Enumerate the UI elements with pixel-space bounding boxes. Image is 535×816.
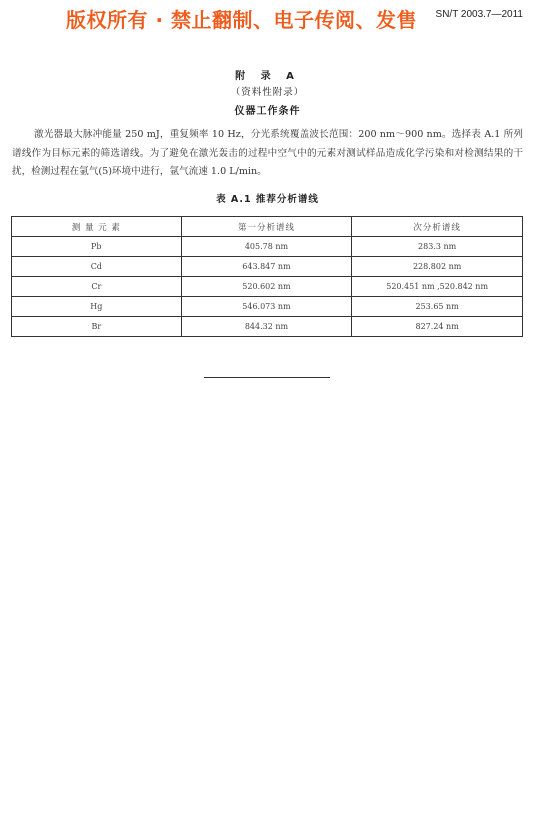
body-paragraph: 激光器最大脉冲能量 250 mJ，重复频率 10 Hz，分光系统覆盖波长范围：200 nm～900 nm。选择表 A.1 所列谱线作为目标元素的筛选谱线。为了避免在激光轰击的过程中空气中的元素对测试样品造成化学污染和对检测结果的干扰，检测过程在氩气(5)环境中进行，氩气流速 1.0 L/min。 xyxy=(12,129,523,177)
end-of-document-rule xyxy=(204,377,330,378)
cell-element: Br xyxy=(12,317,182,337)
column-header-element: 测 量 元 素 xyxy=(12,217,182,237)
spectral-lines-table xyxy=(11,216,523,337)
standard-code: SN/T 2003.7—2011 xyxy=(435,9,523,20)
cell-primary-line: 643.847 nm xyxy=(181,257,352,277)
cell-element: Cr xyxy=(12,277,182,297)
cell-secondary-line: 827.24 nm xyxy=(352,317,523,337)
annex-type: （资料性附录） xyxy=(230,87,305,98)
cell-primary-line: 520.602 nm xyxy=(181,277,352,297)
cell-element: Pb xyxy=(12,237,182,257)
annex-heading: 仪器工作条件 xyxy=(234,106,301,117)
annex-title: 附 录 A xyxy=(235,71,300,82)
cell-element: Hg xyxy=(12,297,182,317)
table-row xyxy=(12,257,523,277)
column-header-primary-line: 第一分析谱线 xyxy=(181,217,352,237)
table-row xyxy=(12,317,523,337)
column-header-secondary-line: 次分析谱线 xyxy=(352,217,523,237)
cell-primary-line: 844.32 nm xyxy=(181,317,352,337)
cell-secondary-line: 283.3 nm xyxy=(352,237,523,257)
cell-secondary-line: 253.65 nm xyxy=(352,297,523,317)
copyright-watermark: 版权所有 · 禁止翻制、电子传阅、发售 xyxy=(66,8,418,32)
table-row xyxy=(12,277,523,297)
table-header-row xyxy=(12,217,523,237)
cell-primary-line: 546.073 nm xyxy=(181,297,352,317)
cell-secondary-line: 520.451 nm ,520.842 nm xyxy=(352,277,523,297)
cell-primary-line: 405.78 nm xyxy=(181,237,352,257)
cell-element: Cd xyxy=(12,257,182,277)
table-row xyxy=(12,297,523,317)
table-row xyxy=(12,237,523,257)
table-title: 表 A.1 推荐分析谱线 xyxy=(216,194,319,205)
cell-secondary-line: 228.802 nm xyxy=(352,257,523,277)
